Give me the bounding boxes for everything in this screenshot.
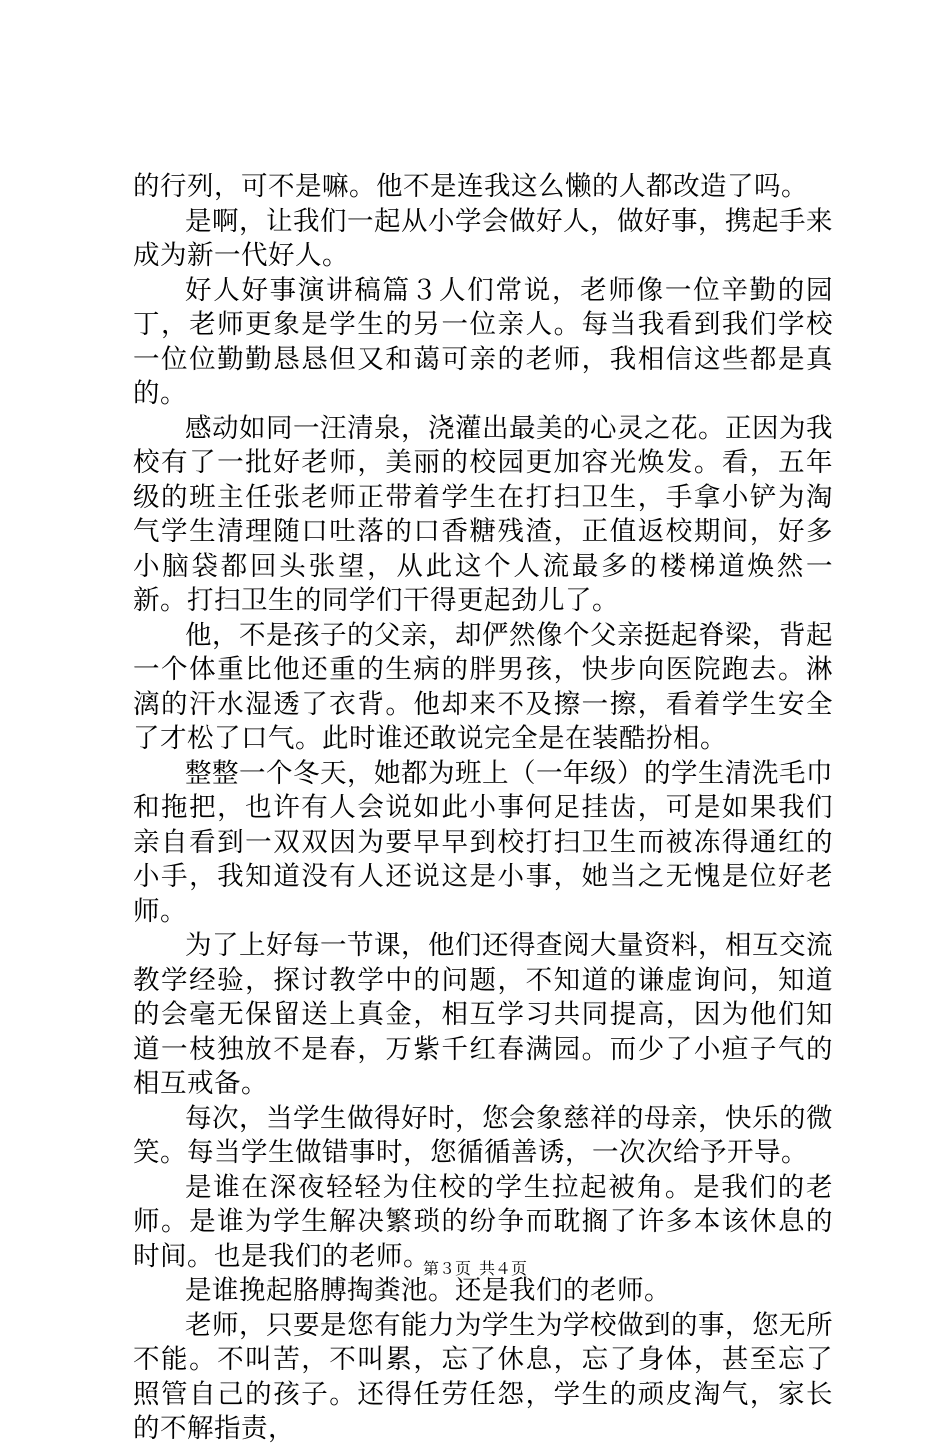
paragraph: 为了上好每一节课，他们还得查阅大量资料，相互交流教学经验，探讨教学中的问题，不知道的谦虚询问，知道的会毫无保留送上真金，相互学习共同提高，因为他们知道一枝独放不是春，万紫千红春满园。而少了小疸子气的相互戒备。 <box>133 930 833 1099</box>
paragraph: 是谁在深夜轻轻为住校的学生拉起被角。是我们的老师。是谁为学生解决繁琐的纷争而耽搁了许多本该休息的时间。也是我们的老师。 <box>133 1171 833 1272</box>
page-number: 第３页 <box>422 1259 471 1278</box>
paragraph-continuation: 的行列，可不是嘛。他不是连我这么懒的人都改造了吗。 <box>133 171 808 202</box>
paragraph: 整整一个冬天，她都为班上（一年级）的学生清洗毛巾和拖把，也许有人会说如此小事何足挂齿，可是如果我们亲自看到一双双因为要早早到校打扫卫生而被冻得通红的小手，我知道没有人还说这是小事，她当之无愧是位好老师。 <box>133 757 833 927</box>
paragraph: 他，不是孩子的父亲，却俨然像个父亲挺起脊梁，背起一个体重比他还重的生病的胖男孩，快步向医院跑去。淋漓的汗水湿透了衣背。他却来不及擦一擦，看着学生安全了才松了口气。此时谁还敢说完全是在装酷扮相。 <box>133 619 833 754</box>
paragraph: 好人好事演讲稿篇３人们常说，老师像一位辛勤的园丁，老师更象是学生的另一位亲人。每当我看到我们学校一位位勤勤恳恳但又和蔼可亲的老师，我相信这些都是真的。 <box>133 274 833 409</box>
paragraph: 是啊，让我们一起从小学会做好人，做好事，携起手来成为新一代好人。 <box>133 205 833 271</box>
document-body <box>133 170 833 1447</box>
paragraph: 每次，当学生做得好时，您会象慈祥的母亲，快乐的微笑。每当学生做错事时，您循循善诱，一次次给予开导。 <box>133 1102 833 1168</box>
paragraph: 感动如同一汪清泉，浇灌出最美的心灵之花。正因为我校有了一批好老师，美丽的校园更加容光焕发。看，五年级的班主任张老师正带着学生在打扫卫生，手拿小铲为淘气学生清理随口吐落的口香糖残渣，正值返校期间，好多小脑袋都回头张望，从此这个人流最多的楼梯道焕然一新。打扫卫生的同学们干得更起劲儿了。 <box>133 412 833 616</box>
paragraph: 是谁挽起胳膊掏粪池。还是我们的老师。 <box>185 1275 671 1306</box>
page-total: 共４页 <box>479 1259 528 1278</box>
paragraph: 老师，只要是您有能力为学生为学校做到的事，您无所不能。不叫苦，不叫累，忘了休息，忘了身体，甚至忘了照管自己的孩子。还得任劳任怨，学生的顽皮淘气，家长的不解指责， <box>133 1309 833 1444</box>
page-footer <box>0 1259 950 1279</box>
